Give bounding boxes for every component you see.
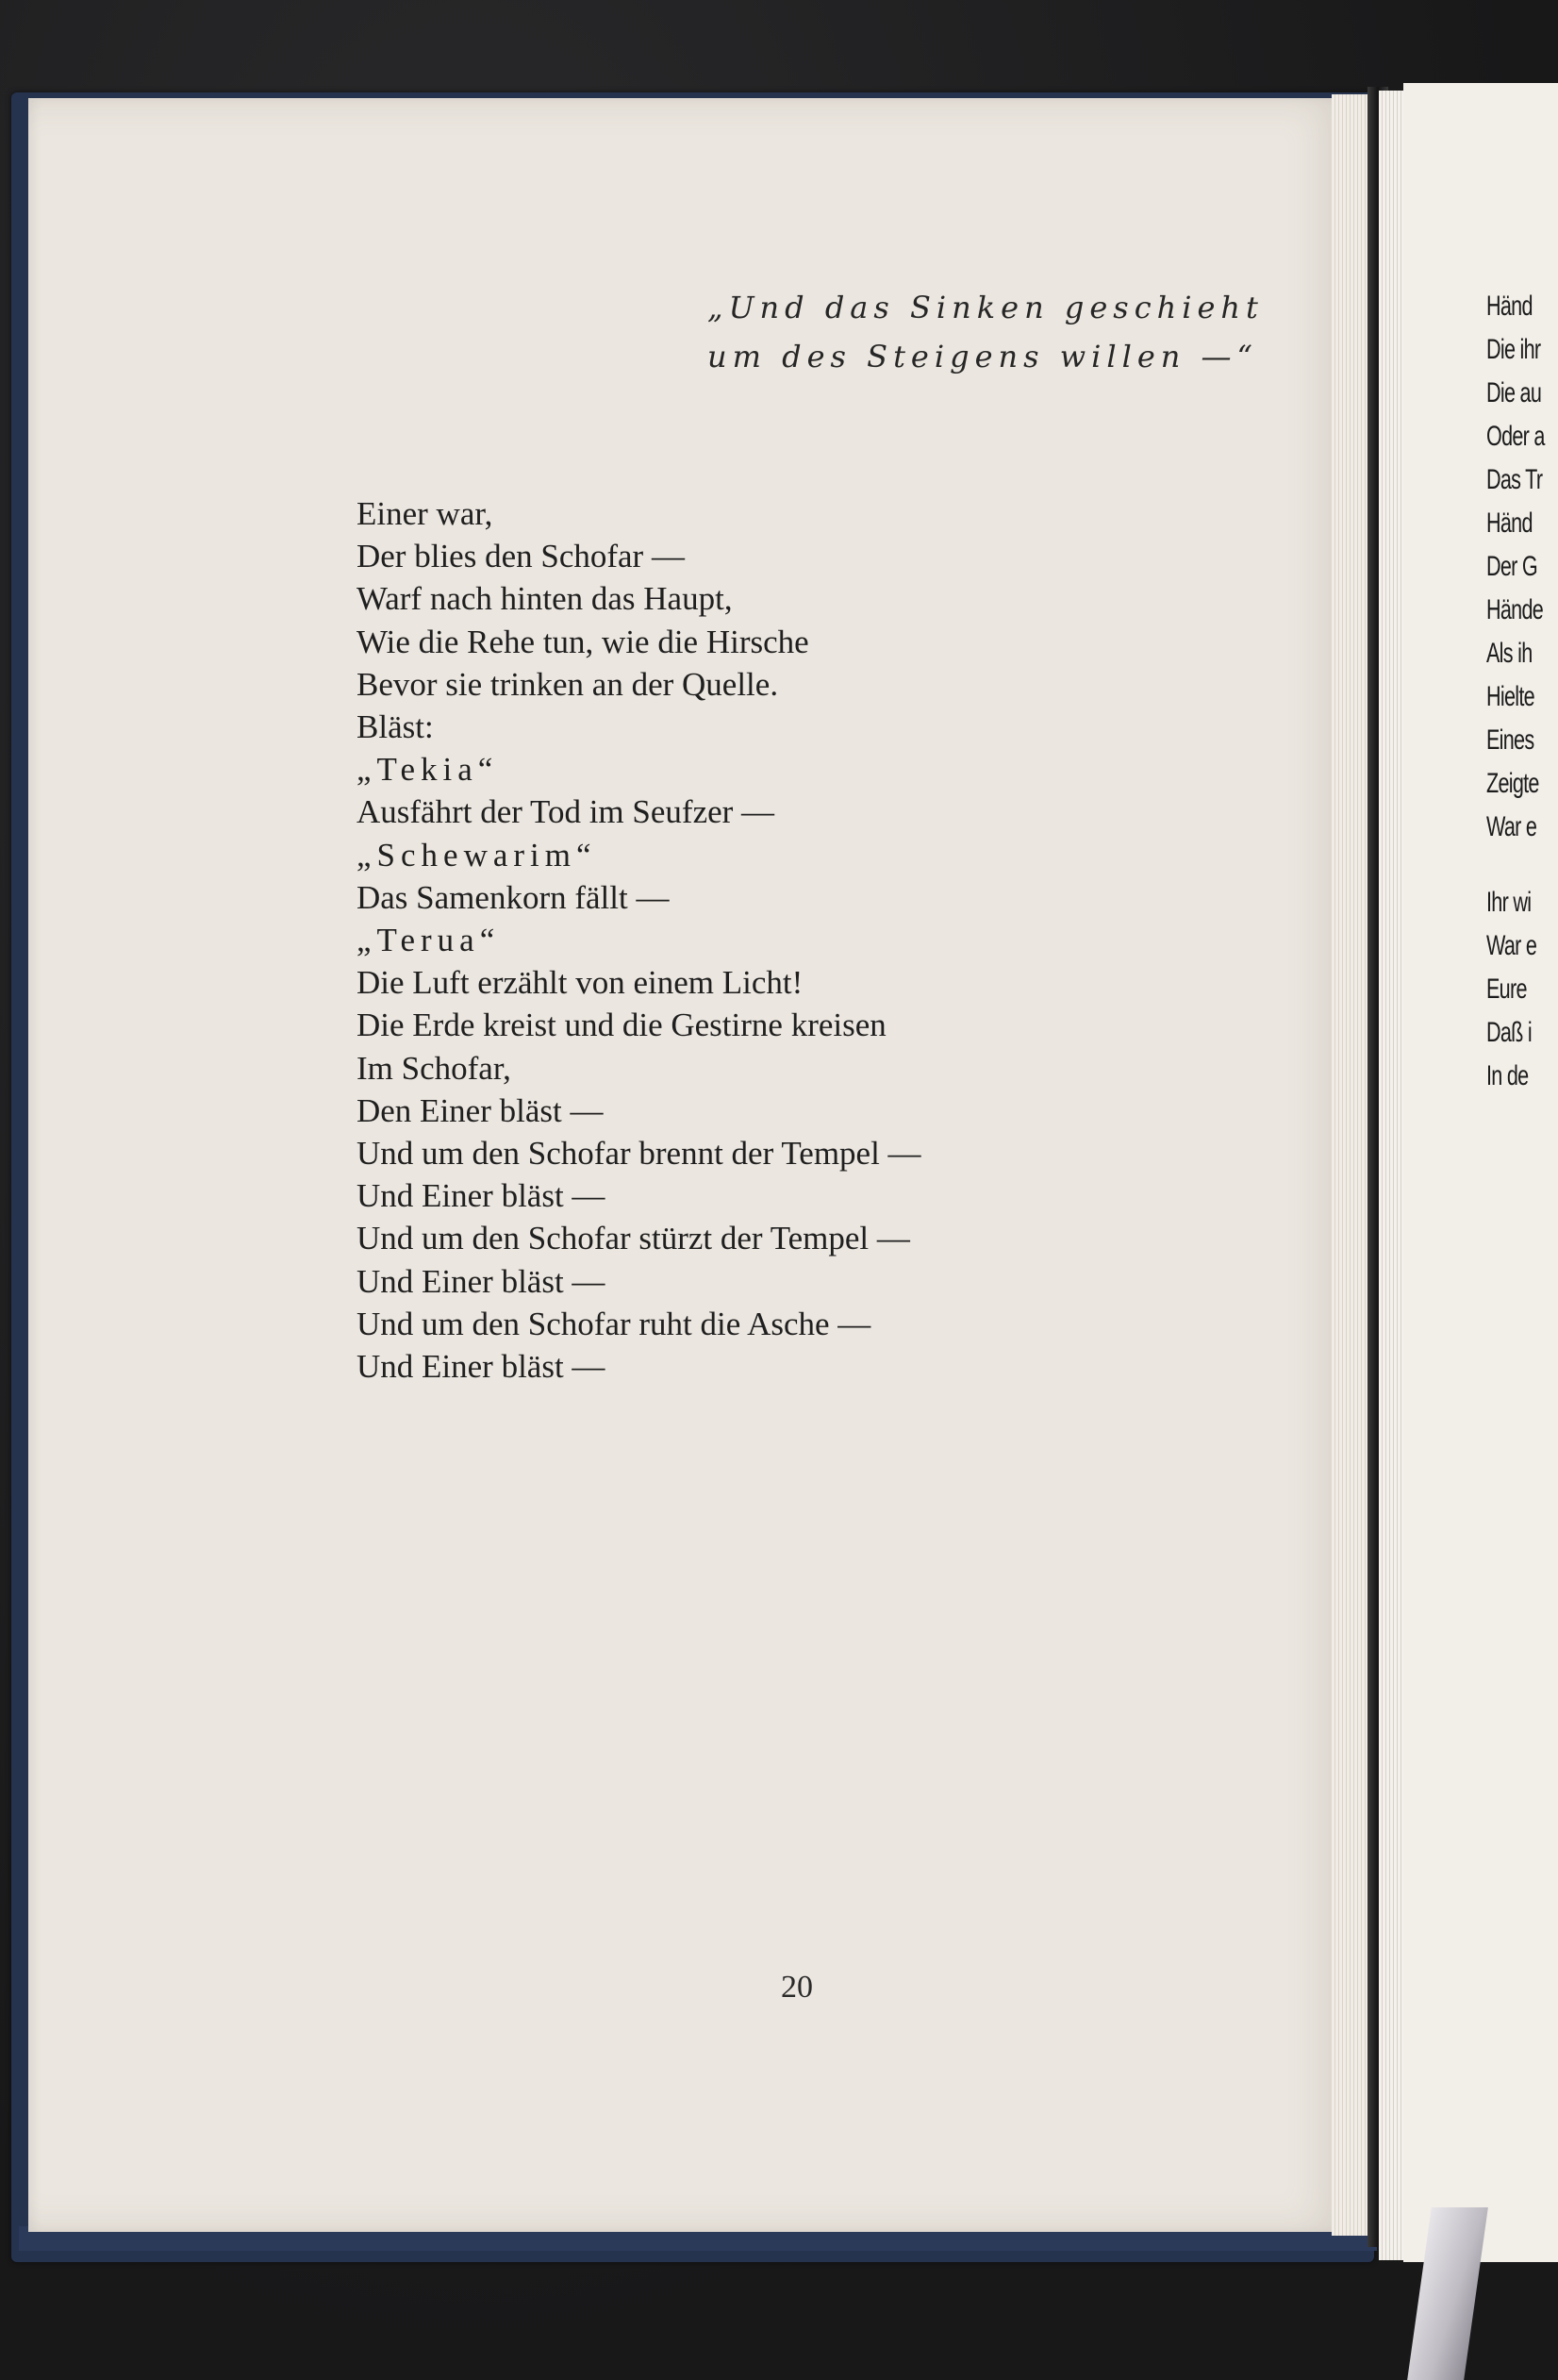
poem-line: Ausfährt der Tod im Seufzer —: [356, 793, 775, 831]
poem-line: Bevor sie trinken an der Quelle.: [356, 665, 779, 703]
right-line: Eines: [1486, 724, 1534, 756]
right-page-text: [1486, 285, 1545, 1098]
right-line: Als ih: [1486, 638, 1533, 669]
poem-line: Und Einer bläst —: [356, 1348, 605, 1386]
right-line: Der G: [1486, 551, 1538, 582]
right-line: War e: [1486, 930, 1537, 961]
poem-line: Einer war,: [356, 495, 493, 532]
poem-line: Wie die Rehe tun, wie die Hirsche: [356, 623, 809, 660]
right-line: Ihr wi: [1486, 887, 1532, 918]
right-line: Hände: [1486, 594, 1544, 625]
poem-line: Und um den Schofar brennt der Tempel —: [356, 1135, 921, 1173]
poem-line: Der blies den Schofar —: [356, 538, 685, 575]
poem-line: Den Einer bläst —: [356, 1091, 604, 1129]
right-page: [1403, 83, 1558, 2262]
poem-line: Und um den Schofar stürzt der Tempel —: [356, 1220, 910, 1257]
motto-line: um des Steigens willen —“: [707, 339, 1258, 374]
right-line: Oder a: [1486, 421, 1545, 452]
right-line: Hielte: [1486, 681, 1534, 712]
poem-line: Und Einer bläst —: [356, 1262, 605, 1300]
poem-line: Die Luft erzählt von einem Licht!: [356, 964, 804, 1002]
page-edges: [1332, 94, 1367, 2236]
right-line: Eure: [1486, 974, 1527, 1005]
stanza-gap: [1486, 849, 1545, 881]
right-line: In de: [1486, 1060, 1529, 1091]
poem-line: Warf nach hinten das Haupt,: [356, 580, 733, 618]
right-line: War e: [1486, 811, 1537, 842]
right-line: Zeigte: [1486, 768, 1539, 799]
poem-line: „Schewarim“: [356, 836, 597, 874]
right-line: Daß i: [1486, 1017, 1533, 1048]
poem-line: Bläst:: [356, 708, 434, 746]
page-number: 20: [781, 1970, 813, 2005]
right-line: Die ihr: [1486, 334, 1541, 365]
poem-line: „Tekia“: [356, 751, 499, 789]
poem-line: „Terua“: [356, 922, 501, 959]
motto-line: „Und das Sinken geschieht: [707, 290, 1264, 325]
right-line: Händ: [1486, 291, 1533, 322]
poem-line: Das Samenkorn fällt —: [356, 878, 670, 916]
right-line: Händ: [1486, 508, 1533, 539]
right-line: Das Tr: [1486, 464, 1543, 495]
poem-line: Im Schofar,: [356, 1049, 511, 1087]
poem-line: Und um den Schofar ruht die Asche —: [356, 1305, 871, 1342]
poem-line: Und Einer bläst —: [356, 1177, 605, 1215]
poem-text: [356, 492, 921, 1388]
poem-line: Die Erde kreist und die Gestirne kreisen: [356, 1007, 887, 1044]
motto-epigraph: [707, 283, 1264, 381]
right-line: Die au: [1486, 377, 1542, 408]
